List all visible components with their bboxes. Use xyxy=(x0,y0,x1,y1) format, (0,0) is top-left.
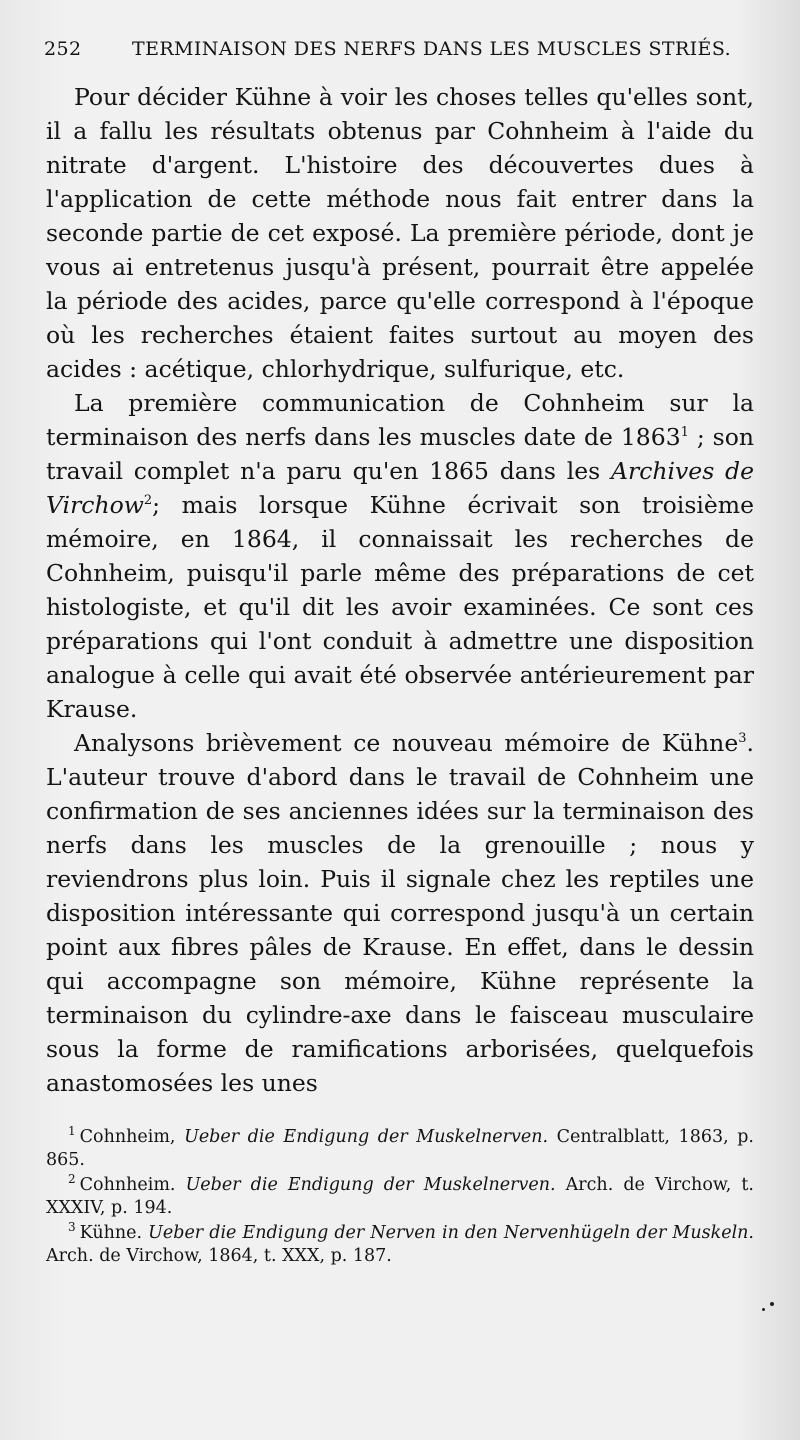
footnote xyxy=(46,1174,754,1220)
footnote xyxy=(46,1126,754,1172)
footnote-mark: 1 xyxy=(68,1124,76,1139)
paragraph xyxy=(46,386,754,726)
footnote-mark: 3 xyxy=(68,1220,76,1235)
paragraph xyxy=(46,726,754,1100)
text-run: Centralblatt, 1863, p. 865. xyxy=(46,1127,754,1170)
running-head: TERMINAISON DES NERFS DANS LES MUSCLES STRIÉS. xyxy=(132,38,732,60)
text-run: Cohnheim, xyxy=(79,1127,185,1147)
text-run: Arch. de Virchow, 1864, t. XXX, p. 187. xyxy=(46,1246,392,1266)
italic-title: Archives de Virchow xyxy=(46,457,755,519)
text-run: ; mais lorsque Kühne écrivait son troisième mémoire, en 1864, il connaissait les recherches de Cohnheim, puisqu'il parle même des préparations de cet histologiste, et qu'il dit les avoir examinées. Ce sont ces préparations qui l'ont conduit à admettre une disposition analogue à celle qui avait été observée antérieurement par Krause. xyxy=(46,491,754,723)
ink-speck xyxy=(770,1302,774,1306)
text-run: Cohnheim. xyxy=(79,1175,186,1195)
page-number: 252 xyxy=(44,38,82,60)
footnote-reference: 2 xyxy=(143,493,153,509)
text-run: ; son travail complet n'a paru qu'en 1865 dans les xyxy=(46,423,754,485)
footnotes xyxy=(46,1126,754,1270)
text-run: La première communication de Cohnheim sur la terminaison des nerfs dans les muscles date de 1863 xyxy=(46,389,754,451)
paragraph xyxy=(46,80,754,386)
italic-title: Ueber die Endigung der Muskelnerven. xyxy=(185,1175,556,1195)
footnote-reference: 3 xyxy=(738,731,747,747)
text-run: Analysons brièvement ce nouveau mémoire de Kühne xyxy=(74,729,739,757)
page-header xyxy=(44,38,764,68)
footnote xyxy=(46,1222,754,1268)
text-run: . L'auteur trouve d'abord dans le travail de Cohnheim une confirmation de ses anciennes idées sur la terminaison des nerfs dans les muscles de la grenouille ; nous y reviendrons plus loin. Puis il signale chez les reptiles une disposition intéressante qui correspond jusqu'à un certain point aux fibres pâles de Krause. En effet, dans le dessin qui accompagne son mémoire, Kühne représente la terminaison du cylindre-axe dans le faisceau musculaire sous la forme de ramifications arborisées, quelquefois anastomosées les unes xyxy=(46,729,754,1097)
ink-speck xyxy=(762,1308,765,1311)
body-text xyxy=(46,80,754,1100)
footnote-reference: 1 xyxy=(680,425,689,441)
text-run: Kühne. xyxy=(79,1223,149,1243)
text-run: Pour décider Kühne à voir les choses telles qu'elles sont, il a fallu les résultats obtenus par Cohnheim à l'aide du nitrate d'argent. L'histoire des découvertes dues à l'application de cette méthode nous fait entrer dans la seconde partie de cet exposé. La première période, dont je vous ai entretenus jusqu'à présent, pourrait être appelée la période des acides, parce qu'elle correspond à l'époque où les recherches étaient faites surtout au moyen des acides : acétique, chlorhydrique, sulfurique, etc. xyxy=(46,83,754,383)
footnote-mark: 2 xyxy=(68,1172,76,1187)
italic-title: Ueber die Endigung der Muskelnerven. xyxy=(184,1127,549,1147)
italic-title: Ueber die Endigung der Nerven in den Nervenhügeln der Muskeln. xyxy=(148,1223,754,1243)
text-run: Arch. de Virchow, t. XXXIV, p. 194. xyxy=(46,1175,754,1218)
